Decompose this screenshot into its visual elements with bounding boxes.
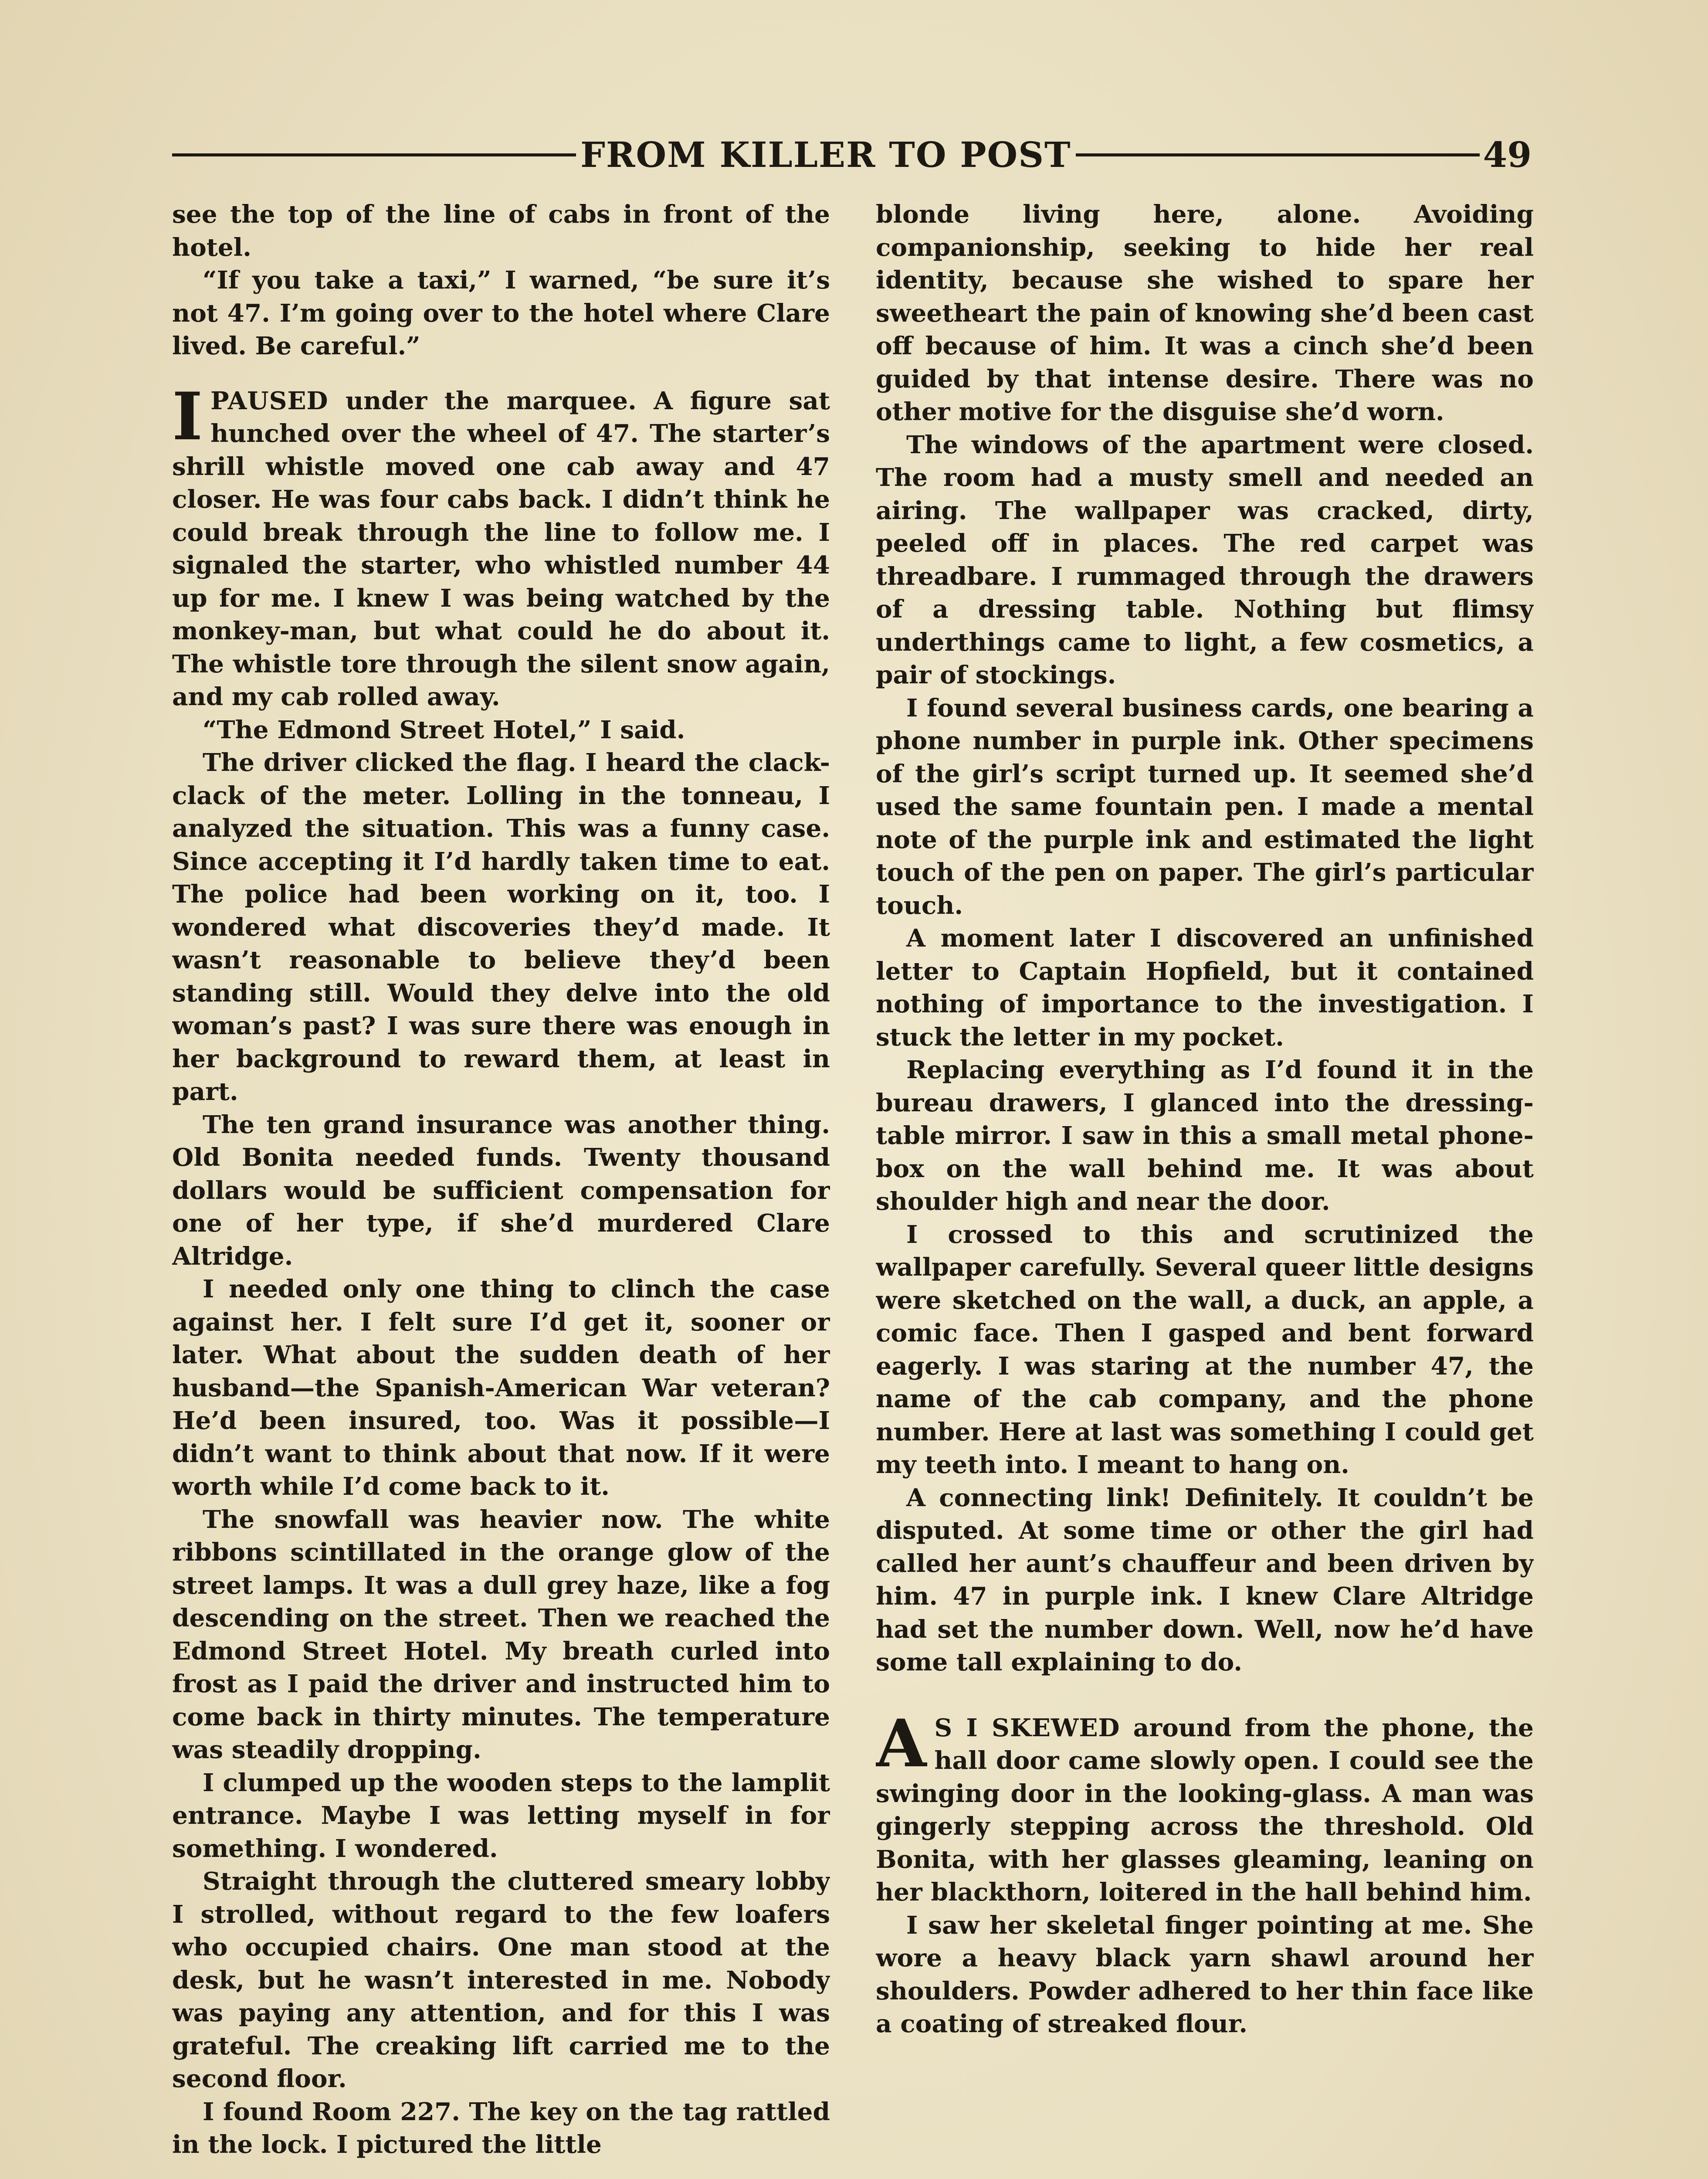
section-opening-paragraph bbox=[876, 1705, 1534, 1909]
paragraph: “The Edmond Street Hotel,” I said. bbox=[203, 715, 685, 744]
paragraph: I saw her skeletal finger pointing at me. She wore a heavy black yarn shawl around her shoulders. Powder adhered to her thin face like a coating of streaked flour. bbox=[876, 1911, 1534, 2038]
paragraph: A moment later I discovered an unfinished letter to Captain Hopfield, but it contained nothing of importance to the investigation. I stuck the letter in my pocket. bbox=[876, 924, 1534, 1052]
paragraph: A connecting link! Definitely. It couldn’t be disputed. At some time or other the girl had called her aunt’s chauffeur and been driven by him. 47 in purple ink. I knew Clare Altridge had set the number down. Well, now he’d have some tall explaining to do. bbox=[876, 1483, 1534, 1677]
paragraph: The driver clicked the flag. I heard the clack-clack of the meter. Lolling in the tonneau, I analyzed the situation. This was a funny case. Since accepting it I’d hardly taken time to eat. The police had been working on it, too. I wondered what discoveries they’d made. It wasn’t reasonable to believe they’d been standing still. Would they delve into the old woman’s past? I was sure there was enough in her background to reward them, at least in part. bbox=[172, 748, 830, 1106]
lead-in-text: PAUSED bbox=[210, 386, 329, 415]
story-title: FROM KILLER TO POST bbox=[580, 134, 1071, 175]
page-number: 49 bbox=[1483, 134, 1532, 175]
paragraph: I crossed to this and scrutinized the wallpaper carefully. Several queer little designs were sketched on the wall, a duck, an apple, a comic face. Then I gasped and bent forward eagerly. I was staring at the number 47, the name of the cab company, and the phone number. Here at last was something I could get my teeth into. I meant to hang on. bbox=[876, 1220, 1534, 1479]
lead-in-text: S I SKEWED bbox=[934, 1713, 1120, 1742]
paragraph: blonde living here, alone. Avoiding companionship, seeking to hide her real identity, because she wished to spare her sweetheart the pain of knowing she’d been cast off because of him. It was a cinch she’d been guided by that intense desire. There was no other motive for the disguise she’d worn. bbox=[876, 200, 1534, 426]
text-column-left bbox=[172, 198, 830, 2179]
paragraph: I needed only one thing to clinch the case against her. I felt sure I’d get it, sooner or later. What about the sudden death of her husband—the Spanish-American War veteran? He’d been insured, too. Was it possible—I didn’t want to think about that now. If it were worth while I’d come back to it. bbox=[172, 1275, 830, 1501]
paragraph: “If you take a taxi,” I warned, “be sure it’s not 47. I’m going over to the hotel where Clare lived. Be careful.” bbox=[172, 266, 830, 360]
paragraph-text: under the marquee. A figure sat hunched over the wheel of 47. The starter’s shrill whistle moved one cab away and 47 closer. He was four cabs back. I didn’t think he could break through the line to follow me. I signaled the starter, who whistled number 44 up for me. I knew I was being watched by the monkey-man, but what could he do about it. The whistle tore through the silent snow again, and my cab rolled away. bbox=[172, 386, 830, 711]
paragraph: Replacing everything as I’d found it in the bureau drawers, I glanced into the dressing-table mirror. I saw in this a small metal phone-box on the wall behind me. It was about shoulder high and near the door. bbox=[876, 1056, 1534, 1216]
running-header bbox=[172, 131, 1532, 179]
text-column-right bbox=[876, 198, 1534, 2179]
paragraph: I found Room 227. The key on the tag rattled in the lock. I pictured the little bbox=[172, 2097, 830, 2159]
paragraph: The snowfall was heavier now. The white ribbons scintillated in the orange glow of the street lamps. It was a dull grey haze, like a fog descending on the street. Then we reached the Edmond Street Hotel. My breath curled into frost as I paid the driver and instructed him to come back in thirty minutes. The temperature was steadily dropping. bbox=[172, 1505, 830, 1764]
paragraph: The ten grand insurance was another thing. Old Bonita needed funds. Twenty thousand dollars would be sufficient compensation for one of her type, if she’d murdered Clare Altridge. bbox=[172, 1110, 830, 1271]
section-opening-paragraph bbox=[172, 378, 830, 714]
paragraph: The windows of the apartment were closed. The room had a musty smell and needed an airing. The wallpaper was cracked, dirty, peeled off in places. The red carpet was threadbare. I rummaged through the drawers of a dressing table. Nothing but flimsy underthings came to light, a few cosmetics, a pair of stockings. bbox=[876, 430, 1534, 689]
paragraph: I clumped up the wooden steps to the lamplit entrance. Maybe I was letting myself in for something. I wondered. bbox=[172, 1768, 830, 1863]
header-rule-left bbox=[172, 153, 576, 156]
drop-cap: I bbox=[172, 378, 203, 455]
paragraph: Straight through the cluttered smeary lobby I strolled, without regard to the few loafers who occupied chairs. One man stood at the desk, but he wasn’t interested in me. Nobody was paying any attention, and for this I was grateful. The creaking lift carried me to the second floor. bbox=[172, 1867, 830, 2093]
paragraph: see the top of the line of cabs in front of the hotel. bbox=[172, 200, 830, 262]
paragraph-text: around from the phone, the hall door came slowly open. I could see the swinging door in the looking-glass. A man was gingerly stepping across the threshold. Old Bonita, with her glasses gleaming, leaning on her blackthorn, loitered in the hall behind him. bbox=[876, 1713, 1534, 1907]
drop-cap: A bbox=[876, 1705, 927, 1782]
header-rule-right bbox=[1076, 153, 1480, 156]
paragraph: I found several business cards, one bearing a phone number in purple ink. Other specimens of the girl’s script turned up. It seemed she’d used the same fountain pen. I made a mental note of the purple ink and estimated the light touch of the pen on paper. The girl’s particular touch. bbox=[876, 693, 1534, 920]
